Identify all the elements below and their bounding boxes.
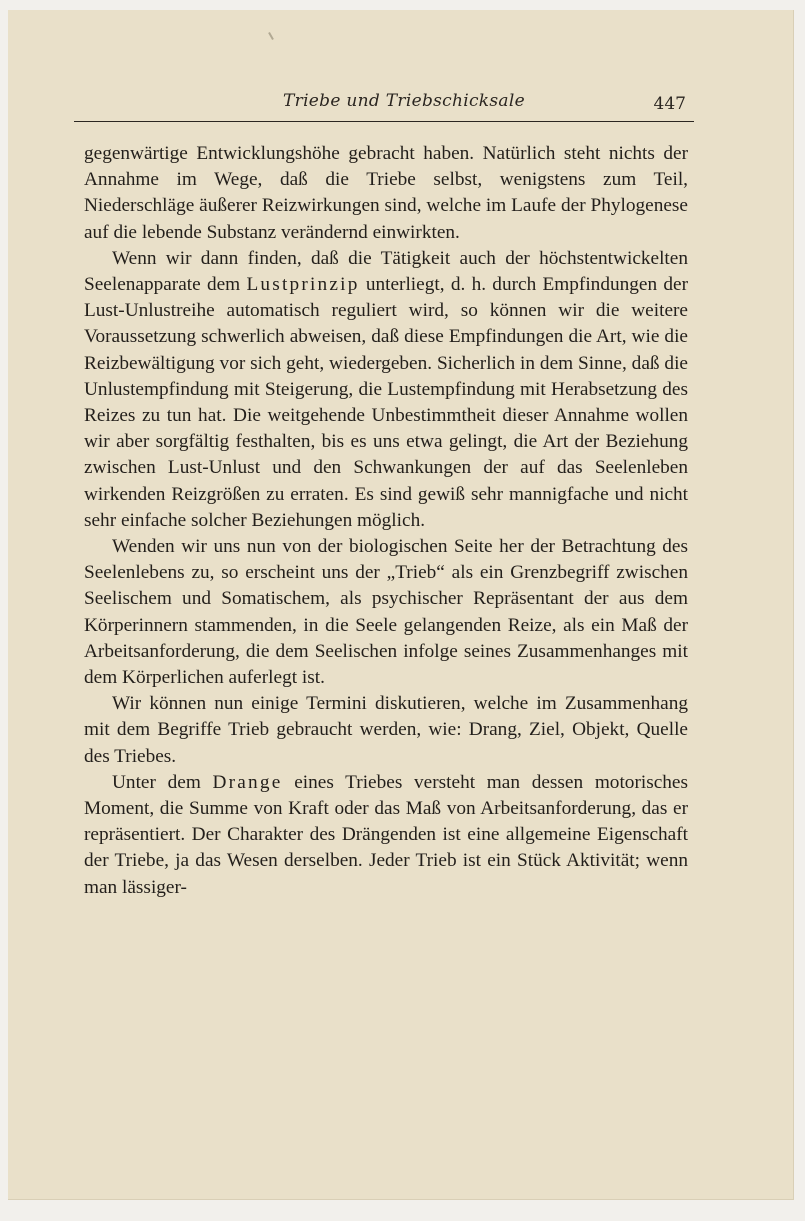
emphasis-drange: Drange (212, 771, 283, 793)
paragraph-3: Wenden wir uns nun von der biologischen Seite her der Betrachtung des Seelenlebens zu, so erscheint uns der „Trieb“ als ein Grenzbegriff zwischen Seelischem und Somatischem, als psychischer Repräsentant der aus dem Körperinnern stammenden, in die Seele gelangenden Reize, als ein Maß der Arbeitsanforderung, die dem Seelischen infolge seines Zusammenhanges mit dem Körperlichen auferlegt ist. (84, 536, 688, 689)
page-number: 447 (653, 94, 686, 114)
body-text (84, 141, 688, 901)
paragraph-4: Wir können nun einige Termini diskutieren, welche im Zusammenhang mit dem Begriffe Trieb gebraucht werden, wie: Drang, Ziel, Objekt, Quelle des Triebes. (84, 693, 688, 767)
paragraph-5-rest: eines Triebes versteht man dessen motorisches Moment, die Summe von Kraft oder das Maß von Arbeitsanforderung, das er repräsentiert. Der Charakter des Drängenden ist eine allgemeine Eigenschaft der Triebe, ja das Wesen derselben. Jeder Trieb ist ein Stück Aktivität; wenn man lässiger- (84, 771, 688, 898)
running-title: Triebe und Triebschicksale (283, 91, 525, 111)
paper-speck (268, 32, 274, 40)
paragraph-1: gegenwärtige Entwicklungshöhe gebracht haben. Natürlich steht nichts der Annahme im Wege, daß die Triebe selbst, wenigstens zum Teil, Niederschläge äußerer Reizwirkungen sind, welche im Laufe der Phylogenese auf die lebende Substanz verändernd einwirkten. (84, 143, 688, 243)
paragraph-2-start: Wenn wir dann finden, daß die Tätigkeit auch der höchstentwickelten Seelenapparate dem (84, 247, 688, 296)
paragraph-2-rest: unterliegt, d. h. durch Empfindungen der Lust-Unlustreihe automatisch reguliert wird, so können wir die weitere Voraussetzung schwerlich abweisen, daß diese Empfindungen die Art, wie die Reizbewältigung vor sich geht, wiedergeben. Sicherlich in dem Sinne, daß die Unlustempfindung mit Steigerung, die Lustempfindung mit Herabsetzung des Reizes zu tun hat. Die weitgehende Unbestimmtheit dieser Annahme wollen wir aber sorgfältig festhalten, bis es uns etwa gelingt, die Art der Beziehung zwischen Lust-Unlust und den Schwankungen der auf das Seelenleben wirkenden Reizgrößen zu erraten. Es sind gewiß sehr mannigfache und nicht sehr einfache solcher Beziehungen möglich. (84, 274, 688, 531)
running-header (74, 90, 694, 122)
paragraph-5 (84, 770, 688, 901)
book-page (8, 10, 794, 1200)
paragraph-5-start: Unter dem (112, 771, 213, 793)
emphasis-lustprinzip: Lustprinzip (246, 274, 360, 296)
paragraph-2 (84, 246, 688, 534)
